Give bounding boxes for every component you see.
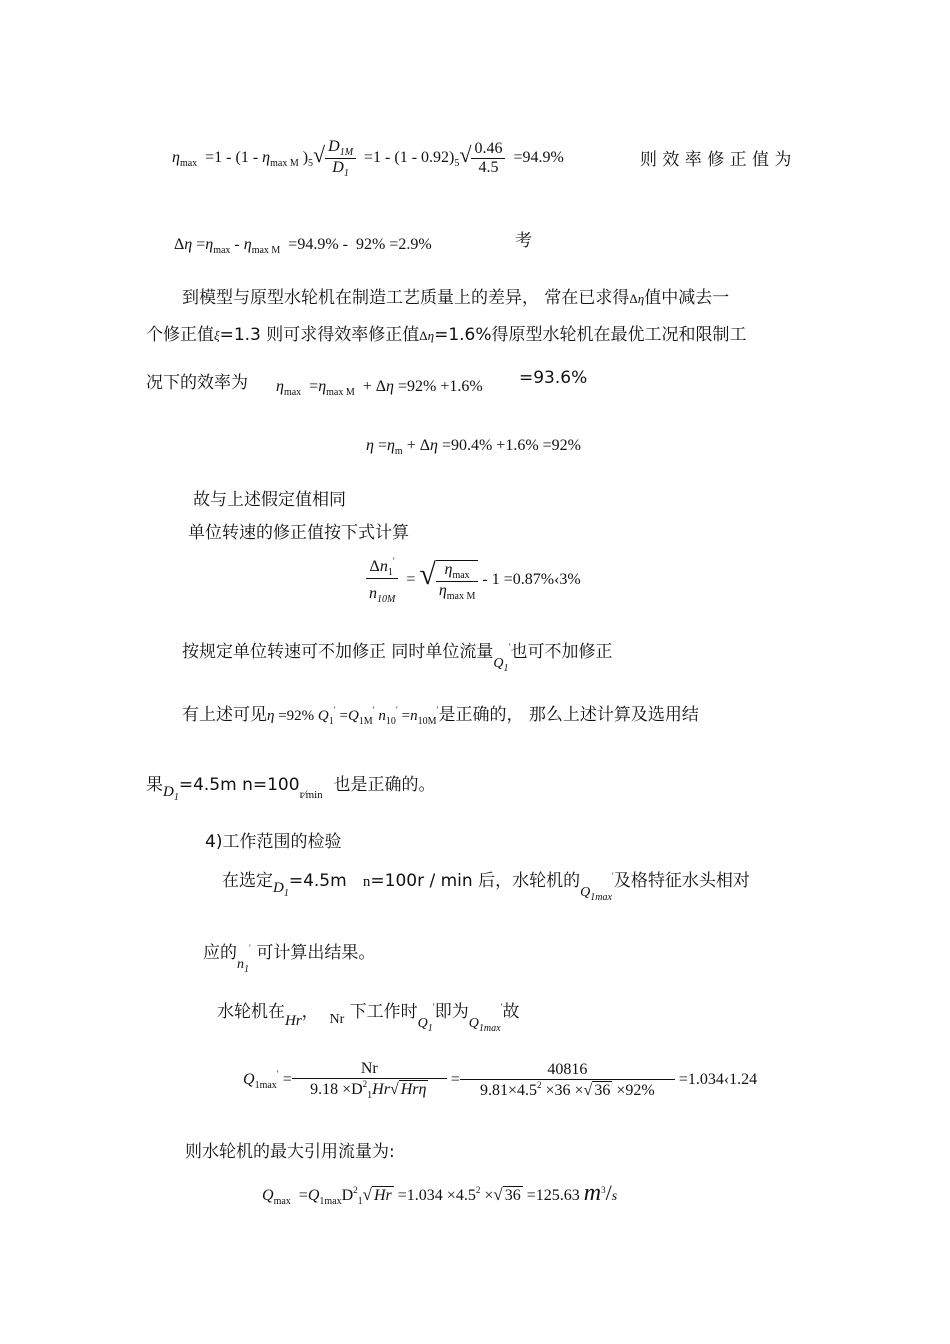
formula-q1max: $Q_{1max}'$ = $\frac{Nr}{9.18 \times D^2_1Hr√ Hr\eta}$ = $\frac{40816}{9.81\times 4.5^2 \times 36 \times√ 36 \times 92\%}$ =1.034‹1.24 xyxy=(243,1060,758,1101)
paragraph-line-2: 个修正值ξ=1.3 则可求得效率修正值Δη=1.6%得原型水轮机在最优工况和限制工 xyxy=(146,325,747,345)
paragraph-n1: 应的$_{n_1}$′ 可计算出结果。 xyxy=(203,943,376,975)
text-efficiency-correction: 则 效 率 修 正 值 为 xyxy=(640,150,792,170)
formula-eta-max-prototype: $\eta_{max} =\eta_{max M} + \Delta\eta =92\% +1.6\%$ xyxy=(276,378,483,398)
paragraph-selected-d1: 在选定$D_1=4.5m$ n=100r / min 后，水轮机的$_{Q_{1max}}$′及格特征水头相对 xyxy=(222,871,750,903)
formula-delta-n: $\frac{\Delta n_1'}{n_{10M}}$ = √ $\frac{\eta_{max}}{\eta_{max M}}$ - 1 =0.87%‹3% xyxy=(366,556,581,605)
formula-eta: $\eta =\eta_m + \Delta\eta =90.4\% +1.6\% =92\%$ xyxy=(366,437,581,457)
formula-eta-max: $\eta_{max} =1 - (1 - \eta_{max M}$ )$_5√$ $\frac{D_{1M}}{D_1}$ $=1 - (1 - 0.92)_5√$ $\frac{0.46}{4.5}$ =94.9% xyxy=(172,138,564,179)
paragraph-conclusion: 有上述可见η =92% $Q_1' =Q_{1M}'$ $n_{10}' =n_{10M}'$是正确的， 那么上述计算及选用结 xyxy=(182,705,699,727)
paragraph-line-3: 况下的效率为 xyxy=(146,373,248,393)
paragraph-working-hr: 水轮机在Hr， $_{Nr}$ 下工作时$_{Q_1}$′即为$_{Q_{1max}}$′故 xyxy=(217,1002,520,1034)
text-kao: 考 xyxy=(515,231,532,251)
formula-qmax: $Q_{max} =Q_{1max}D^2_1√$ $Hr =1.034 \times 4.5^2$ ×√ 36 =125.63 $m^3/s$ xyxy=(262,1180,618,1207)
paragraph-line-1: 到模型与原型水轮机在制造工艺质量上的差异， 常在已求得Δη值中减去一 xyxy=(182,288,730,308)
text-unit-speed-correction: 单位转速的修正值按下式计算 xyxy=(188,523,409,543)
text-max-flow-heading: 则水轮机的最大引用流量为: xyxy=(185,1142,395,1162)
paragraph-result: 果$D_1=4.5m$ $n=100_{r⁄min}$ 也是正确的。 xyxy=(146,775,436,803)
paragraph-unit-flow: 按规定单位转速可不加修正 同时单位流量$_{Q_1}$′也可不加修正 xyxy=(182,642,613,674)
text-result-93-6: =93.6% xyxy=(519,368,588,388)
section-heading-working-range: 4)工作范围的检验 xyxy=(205,832,342,852)
formula-delta-eta: $\Delta\eta =\eta_{max} - \eta_{max M} =94.9\% - 92\% =2.9\%$ xyxy=(174,236,432,256)
text-same-as-assumed: 故与上述假定值相同 xyxy=(193,490,346,510)
